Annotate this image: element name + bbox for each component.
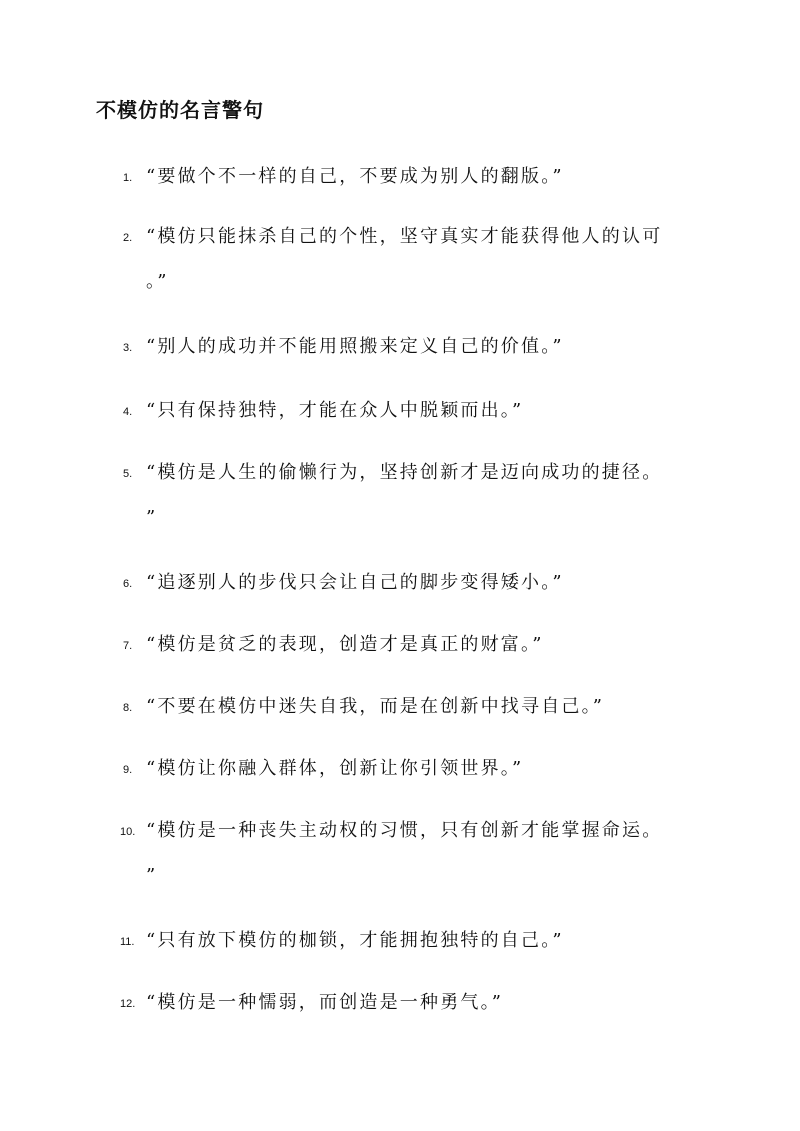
item-number: 12.	[120, 998, 136, 1010]
quote-text: “模仿只能抹杀自己的个性，坚守真实才能获得他人的认可	[146, 226, 663, 247]
item-number: 5.	[123, 468, 133, 480]
quote-text: “追逐别人的步伐只会让自己的脚步变得矮小。”	[146, 572, 564, 593]
quote-text: “只有保持独特，才能在众人中脱颖而出。”	[146, 400, 524, 421]
item-number: 7.	[123, 640, 133, 652]
item-number: 8.	[123, 702, 133, 714]
item-number: 10.	[120, 826, 136, 838]
quote-text: “只有放下模仿的枷锁，才能拥抱独特的自己。”	[146, 930, 564, 951]
item-number: 6.	[123, 578, 133, 590]
item-number: 1.	[123, 172, 133, 184]
item-number: 11.	[120, 936, 135, 948]
quote-text: “模仿是一种懦弱，而创造是一种勇气。”	[146, 992, 504, 1013]
quote-text: “模仿是人生的偷懒行为，坚持创新才是迈向成功的捷径。	[146, 462, 663, 483]
quote-text-continuation: 。”	[146, 271, 169, 292]
quote-text: “要做个不一样的自己，不要成为别人的翻版。”	[146, 166, 564, 187]
document-title: 不模仿的名言警句	[96, 98, 264, 122]
item-number: 3.	[123, 342, 133, 354]
quote-text-continuation: ”	[146, 507, 158, 528]
quote-text: “不要在模仿中迷失自我，而是在创新中找寻自己。”	[146, 696, 605, 717]
item-number: 2.	[123, 232, 133, 244]
quote-text: “模仿是贫乏的表现，创造才是真正的财富。”	[146, 634, 544, 655]
quote-text: “模仿让你融入群体，创新让你引领世界。”	[146, 758, 524, 779]
quote-text-continuation: ”	[146, 865, 158, 886]
quote-text: “模仿是一种丧失主动权的习惯，只有创新才能掌握命运。	[146, 820, 663, 841]
item-number: 4.	[123, 406, 133, 418]
item-number: 9.	[123, 764, 133, 776]
quote-text: “别人的成功并不能用照搬来定义自己的价值。”	[146, 336, 564, 357]
